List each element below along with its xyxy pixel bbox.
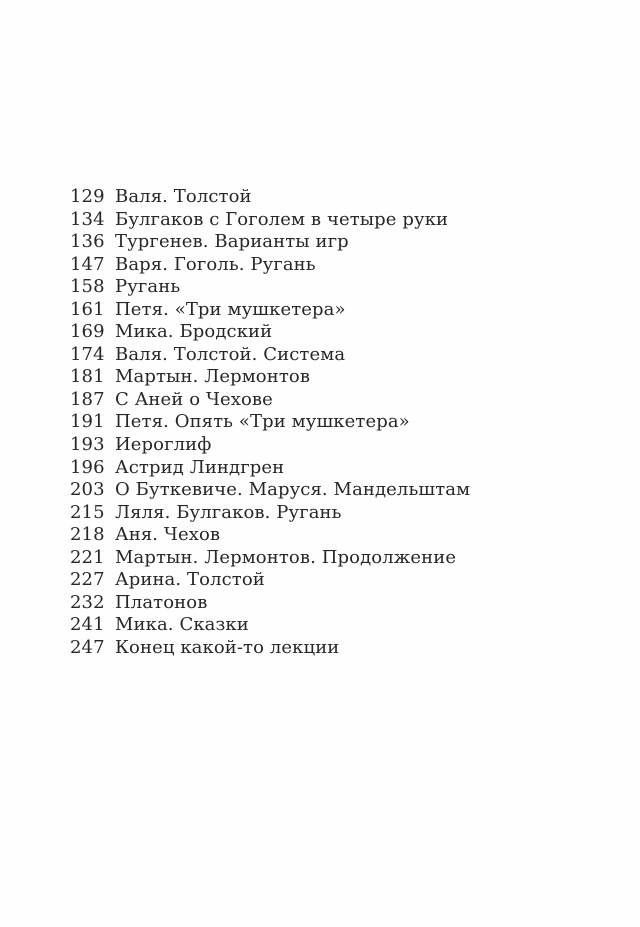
toc-entry <box>70 366 470 389</box>
toc-entry-title: О Буткевиче. Маруся. Мандельштам <box>115 479 471 501</box>
toc-entry <box>70 254 470 277</box>
toc-page-number: 218 <box>70 524 105 546</box>
toc-entry-title: Мартын. Лермонтов. Продолжение <box>115 546 457 568</box>
toc-entry <box>70 457 470 480</box>
toc-entry-title: Петя. «Три мушкетера» <box>115 298 346 320</box>
toc-entry-title: Иероглиф <box>115 434 212 456</box>
toc-page-number: 169 <box>70 321 105 343</box>
toc-page-number: 193 <box>70 434 105 456</box>
toc-list <box>70 186 470 659</box>
toc-entry-title: Тургенев. Варианты игр <box>115 231 349 253</box>
toc-page-number: 227 <box>70 569 105 591</box>
toc-entry <box>70 614 470 637</box>
toc-entry <box>70 209 470 232</box>
toc-page-number: 191 <box>70 411 105 433</box>
toc-page-number: 158 <box>70 276 105 298</box>
toc-entry <box>70 592 470 615</box>
toc-entry <box>70 569 470 592</box>
toc-page-number: 232 <box>70 591 105 613</box>
toc-page-number: 247 <box>70 636 105 658</box>
toc-entry <box>70 411 470 434</box>
toc-entry <box>70 344 470 367</box>
toc-entry <box>70 637 470 660</box>
toc-entry <box>70 547 470 570</box>
toc-entry-title: Мика. Бродский <box>115 321 273 343</box>
toc-entry <box>70 502 470 525</box>
toc-entry <box>70 299 470 322</box>
toc-page-number: 215 <box>70 501 105 523</box>
toc-entry-title: Валя. Толстой <box>115 186 252 207</box>
toc-entry-title: Конец какой-то лекции <box>115 636 340 658</box>
toc-entry-title: Петя. Опять «Три мушкетера» <box>115 411 410 433</box>
toc-entry <box>70 479 470 502</box>
toc-entry-title: С Аней о Чехове <box>115 388 273 410</box>
toc-entry <box>70 524 470 547</box>
toc-entry-title: Платонов <box>115 591 208 613</box>
toc-entry <box>70 389 470 412</box>
toc-page-number: 136 <box>70 231 105 253</box>
toc-entry-title: Аня. Чехов <box>115 524 221 546</box>
toc-entry <box>70 186 470 209</box>
toc-page-number: 241 <box>70 614 105 636</box>
toc-entry-title: Валя. Толстой. Система <box>115 343 346 365</box>
toc-entry-title: Мика. Сказки <box>115 614 249 636</box>
toc-entry <box>70 276 470 299</box>
toc-entry-title: Ругань <box>115 276 181 298</box>
toc-entry-title: Ляля. Булгаков. Ругань <box>115 501 342 523</box>
toc-page-number: 174 <box>70 343 105 365</box>
toc-page-number: 129 <box>70 186 105 207</box>
toc-page-number: 221 <box>70 546 105 568</box>
toc-page-number: 161 <box>70 298 105 320</box>
toc-entry-title: Астрид Линдгрен <box>115 456 285 478</box>
toc-entry <box>70 231 470 254</box>
toc-entry <box>70 434 470 457</box>
toc-entry-title: Булгаков с Гоголем в четыре руки <box>115 208 449 230</box>
toc-entry <box>70 321 470 344</box>
toc-page-number: 181 <box>70 366 105 388</box>
toc-page-number: 134 <box>70 208 105 230</box>
toc-page-number: 187 <box>70 388 105 410</box>
toc-page-number: 196 <box>70 456 105 478</box>
toc-page-number: 147 <box>70 253 105 275</box>
toc-entry-title: Варя. Гоголь. Ругань <box>115 253 316 275</box>
toc-entry-title: Арина. Толстой <box>115 569 265 591</box>
toc-entry-title: Мартын. Лермонтов <box>115 366 311 388</box>
toc-page-number: 203 <box>70 479 105 501</box>
